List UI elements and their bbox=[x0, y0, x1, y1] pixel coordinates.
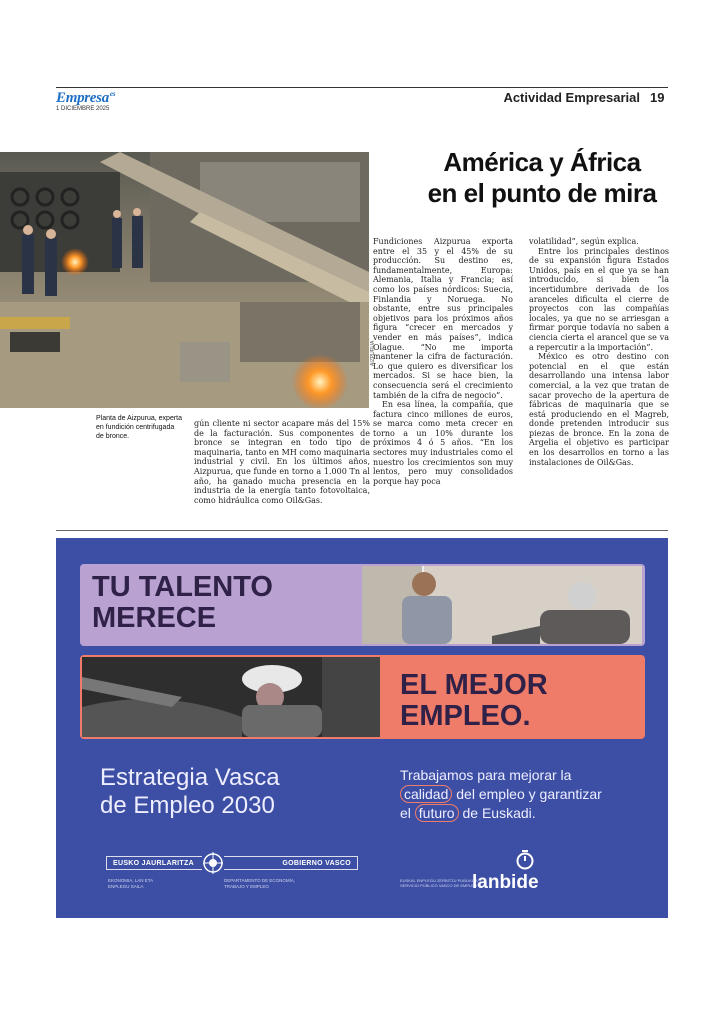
lanbide-logo: lanbide bbox=[472, 872, 539, 893]
paragraph: gún cliente ni sector acapare más del 15% de la facturación. Sus componentes de bronce se integran en todo tipo de maquinaria, tanto en MH como maquinaria industrial y civil. En los últimos años, Aizpurua, que funde en torno a 1.000 Tn al año, ha ganado mucha presencia en la industria de la energía tanto fotovoltaica, como hidráulica como Oil&Gas. bbox=[194, 419, 370, 505]
article-headline: América y África en el punto de mira bbox=[427, 147, 657, 208]
advertisement bbox=[56, 538, 668, 918]
gov-sub-left: EKONOMIA, LAN ETA ENPLEGU SAILA bbox=[108, 878, 154, 889]
ad-photo-worker bbox=[82, 657, 380, 737]
page-number: 19 bbox=[650, 90, 665, 105]
article-column-1 bbox=[194, 419, 370, 505]
paragraph: México es otro destino con potencial en el que están desarrollando una intensa labor comercial, a la vez que tratan de sacar provecho de la apertura de fábricas de maquinaria que se está produciendo en el Magreb, donde pretenden introducir sus piezas de bronce. En la zona de Argelia el objetivo es participar en los desarrollos en torno a las instalaciones de Oil&Gas. bbox=[529, 352, 669, 467]
clock-icon bbox=[516, 850, 534, 870]
paragraph: Entre los principales destinos de su expansión figura Estados Unidos, país en el que ya se han introducido, si bien “la incertidumbre derivada de los aranceles dificulta el cierre de proyectos con las compañías locales, ya que no se arriesgan a firmar porque todavía no saben a ciencia cierta el arancel que se va a repercutir a la importación”. bbox=[529, 246, 669, 352]
highlight-futuro: futuro bbox=[415, 804, 459, 822]
paragraph: Fundiciones Aizpurua exporta entre el 35 y el 45% de su producción. Su destino es, fundamentalmente, Europa: Alemania, Italia y Francia; así como los países nórdicos: Suecia, Finlandia y Noruega. No obstante, entre sus principales objetivos para los próximos años figura “crecer en mercados y vender en más países”, indica Olague. “No me importa mantener la cifra de facturación. Lo que quiero es diversificar los mercados. Si se hace bien, la consecuencia será el crecimiento también de la cifra de negocio”. bbox=[373, 237, 513, 400]
photo-credit: AIZPURUA bbox=[370, 340, 376, 366]
ad-slogan-bottom: EL MEJOR EMPLEO. bbox=[400, 669, 548, 732]
issue-date: 1 DICIEMBRE 2025 bbox=[56, 106, 110, 112]
gov-sub-right: DEPARTAMENTO DE ECONOMÍA, TRABAJO Y EMPLEO bbox=[224, 878, 296, 889]
coat-of-arms-icon bbox=[202, 850, 224, 876]
ad-slogan-top: TU TALENTO MERECE bbox=[92, 571, 273, 634]
basque-government-logo: EUSKO JAURLARITZA GOBIERNO VASCO bbox=[106, 856, 358, 870]
section-title: Actividad Empresarial bbox=[503, 90, 640, 105]
paragraph: volatilidad”, según explica. bbox=[529, 237, 639, 246]
header-rule bbox=[56, 87, 668, 88]
strategy-title: Estrategia Vasca de Empleo 2030 bbox=[100, 764, 280, 819]
article-column-2 bbox=[373, 237, 513, 486]
highlight-calidad: calidad bbox=[400, 785, 452, 803]
ad-tagline: Trabajamos para mejorar la calidad del empleo y garantizar el futuro de Euskadi. bbox=[400, 767, 602, 821]
lanbide-subtitle: EUSKAL ENPLEGU ZERBITZU PUBLIKOA SERVICIO PÚBLICO VASCO DE EMPLEO bbox=[400, 878, 478, 888]
paragraph: En esa línea, la compañía, que factura cinco millones de euros, se marca como meta crecer en torno a un 10% durante los próximos 4 ó 5 años. “En los sectores muy industriales como el nuestro los crecimientos son muy lentos, pero muy consolidados porque hay poca bbox=[373, 400, 513, 486]
ad-photo-people bbox=[362, 566, 642, 644]
photo-caption: Planta de Aizpurua, experta en fundición centrifugada de bronce. bbox=[96, 415, 183, 440]
separator-rule bbox=[56, 530, 668, 531]
foundry-photo bbox=[0, 152, 369, 408]
article-column-3 bbox=[529, 237, 669, 467]
publication-logo: Empresa$^{es}$ bbox=[56, 90, 116, 106]
